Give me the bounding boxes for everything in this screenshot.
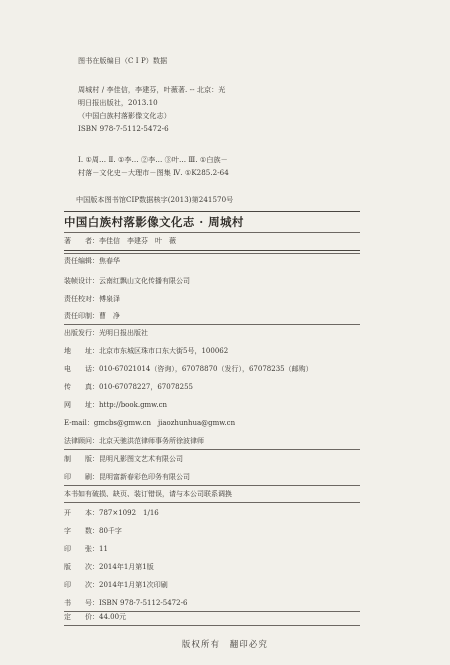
credit-value: 曹 净: [99, 312, 120, 320]
publisher-row: [64, 418, 235, 428]
notice: 本书如有破损、缺页、装订错误，请与本公司联系调换: [64, 490, 232, 498]
publisher-row: [64, 436, 204, 446]
credit-value: 傅泉泽: [99, 295, 120, 303]
publisher-rule: [64, 449, 360, 450]
price-rule: [64, 625, 360, 626]
spec-label: 字 数：: [64, 527, 99, 535]
cip-subject-line1: Ⅰ. ①周… Ⅱ. ①李… ②李… ③叶… Ⅲ. ①白族－: [78, 155, 228, 164]
publisher-value: 北京市东城区珠市口东大街5号，100062: [99, 347, 229, 355]
price-value: 44.00元: [99, 613, 127, 621]
authors-label: 著 者：: [64, 237, 99, 245]
publisher-label: 法律顾问：: [64, 437, 99, 445]
spec-row: [64, 526, 122, 536]
publisher-label: 电 话：: [64, 365, 99, 373]
spec-value: 11: [99, 545, 108, 553]
publisher-row: [64, 328, 148, 338]
spec-row: [64, 508, 159, 518]
production-row: [64, 454, 183, 464]
book-title: 中国白族村落影像文化志 · 周城村: [64, 215, 244, 229]
publisher-label: 网 址：: [64, 401, 99, 409]
publisher-row: [64, 346, 228, 356]
spec-label: 印 张：: [64, 545, 99, 553]
authors-value: 李佳信 李建芬 叶 薇: [99, 237, 176, 245]
spec-value: 2014年1月第1次印刷: [99, 581, 168, 589]
publisher-label: E-mail：: [64, 419, 94, 427]
publisher-value: 010-67078227，67078255: [99, 383, 193, 391]
production-value: 昆明凡影图文艺术有限公司: [99, 455, 183, 463]
credit-row: [64, 256, 120, 266]
cip-heading: 图书在版编目（C I P）数据: [78, 56, 168, 65]
spec-label: 版 次：: [64, 563, 99, 571]
authors-row: [64, 236, 176, 246]
publisher-value: 北京天驰洪范律师事务所徐波律师: [99, 437, 204, 445]
credit-row: [64, 294, 120, 304]
authors-rule: [64, 250, 360, 254]
title-top-rule: [64, 211, 360, 212]
spec-value: ISBN 978-7-5112-5472-6: [99, 599, 188, 607]
cip-isbn: ISBN 978-7-5112-5472-6: [78, 124, 169, 133]
credit-value: 焦春华: [99, 257, 120, 265]
publisher-value: 010-67021014（咨询），67078870（发行），67078235（邮购）: [99, 365, 313, 373]
production-row: [64, 472, 190, 482]
email-value[interactable]: gmcbs@gmw.cn jiaozhunhua@gmw.cn: [93, 419, 236, 427]
price-row: [64, 612, 126, 622]
credit-value: 云南红飘山文化传播有限公司: [99, 277, 190, 285]
credit-row: [64, 311, 120, 321]
publisher-label: 地 址：: [64, 347, 99, 355]
publisher-row: [64, 364, 313, 374]
spec-row: [64, 598, 187, 608]
cip-record-number: 中国版本图书馆CIP数据核字(2013)第241570号: [76, 195, 234, 204]
publisher-row: [64, 382, 193, 392]
spec-row: [64, 580, 168, 590]
spec-label: 开 本：: [64, 509, 99, 517]
production-label: 制 版：: [64, 455, 99, 463]
spec-value: 2014年1月第1版: [99, 563, 154, 571]
production-rule: [64, 485, 360, 486]
publisher-label: 出版发行：: [64, 329, 99, 337]
spec-row: [64, 562, 154, 572]
spec-value: 787×1092 1/16: [99, 509, 159, 517]
credit-label: 责任编辑：: [64, 257, 99, 265]
cip-series: （中国白族村落影像文化志）: [78, 111, 171, 120]
credit-label: 责任印制：: [64, 312, 99, 320]
credits-rule: [64, 324, 360, 325]
credit-row: [64, 276, 190, 286]
spec-label: 印 次：: [64, 581, 99, 589]
production-label: 印 刷：: [64, 473, 99, 481]
credit-label: 责任校对：: [64, 295, 99, 303]
spec-label: 书 号：: [64, 599, 99, 607]
title-bottom-rule: [64, 232, 360, 233]
website-value[interactable]: http://book.gmw.cn: [99, 401, 168, 409]
cip-subject-line2: 村落－文化史－大理市－图集 Ⅳ. ①K285.2-64: [78, 168, 229, 177]
publisher-row: [64, 400, 167, 410]
price-label: 定 价：: [64, 613, 99, 621]
credit-label: 装帧设计：: [64, 277, 99, 285]
cip-entry-line2: 明日报出版社，2013.10: [78, 98, 158, 107]
cip-entry-line1: 周城村 / 李佳信，李建芬，叶薇著. -- 北京：光: [78, 85, 226, 94]
publisher-value: 光明日报出版社: [99, 329, 148, 337]
notice-rule: [64, 502, 360, 503]
publisher-label: 传 真：: [64, 383, 99, 391]
spec-row: [64, 544, 108, 554]
copyright-notice: 版权所有 翻印必究: [181, 639, 269, 649]
spec-value: 80千字: [99, 527, 122, 535]
production-value: 昆明富新春彩色印务有限公司: [99, 473, 190, 481]
